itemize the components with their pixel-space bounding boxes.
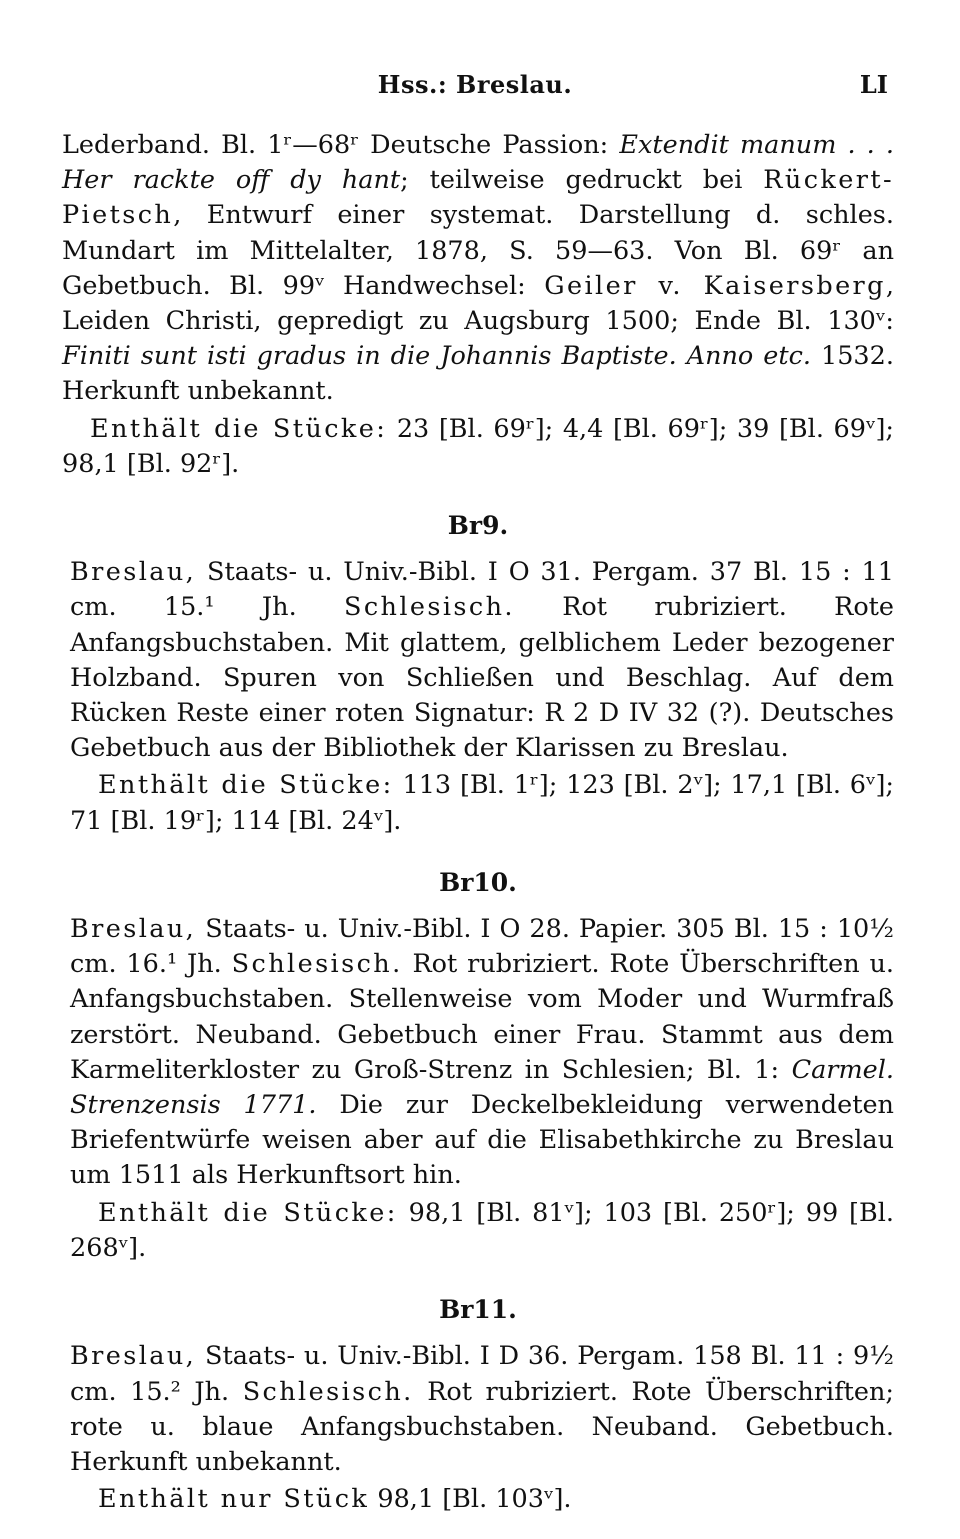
contents-list-previous [62, 412, 894, 482]
dialect: Schlesisch. [242, 1376, 414, 1407]
contents-items: 23 [Bl. 69ʳ]; 4,4 [Bl. 69ʳ]; 39 [Bl. 69ᵛ]; 98,1 [Bl. 92ʳ]. [62, 413, 894, 479]
entry-heading-br10: Br10. [439, 867, 517, 897]
text-run: Staats- u. Univ.-Bibl. I O 31. Pergam. 37 Bl. 15 : 11 cm. 15.¹ Jh. [70, 557, 894, 623]
contents-items: 98,1 [Bl. 81ᵛ]; 103 [Bl. 250ʳ]; 99 [Bl. 268ᵛ]. [70, 1197, 895, 1263]
colophon-quote: Finiti sunt isti gradus in die Johannis Baptiste. Anno etc. [62, 341, 811, 372]
text-run: Rot rubriziert. Rote Überschriften; rote u. blaue Anfangsbuchstaben. Neuband. Gebetbuch. Herkunft unbekannt. [70, 1376, 894, 1477]
text-run: Die zur Deckelbekleidung verwendeten Briefentwürfe weisen aber auf die Elisabethkirche zu Breslau um 1511 als Herkunftsort hin. [70, 1090, 894, 1191]
text-run: Staats- u. Univ.-Bibl. I D 36. Pergam. 158 Bl. 11 : 9½ cm. 15.² Jh. [70, 1341, 894, 1407]
contents-label: Enthält die Stücke: [98, 1197, 398, 1228]
page-body [62, 128, 894, 1517]
contents-items: 113 [Bl. 1ʳ]; 123 [Bl. 2ᵛ]; 17,1 [Bl. 6ᵛ]; 71 [Bl. 19ʳ]; 114 [Bl. 24ᵛ]. [70, 770, 895, 836]
provenance-note: Carmel. Strenzensis 1771. [70, 1054, 894, 1121]
entry-description-previous [62, 128, 894, 410]
entry-description [70, 912, 894, 1194]
library-city: Breslau, [70, 914, 197, 945]
text-run: ; teilweise gedruckt bei [400, 165, 743, 196]
dialect: Schlesisch. [231, 949, 403, 980]
library-city: Breslau, [70, 557, 197, 588]
text-run: , Leiden Christi, gepredigt zu Augsburg 1500; Ende Bl. 130ᵛ: [62, 270, 894, 337]
library-city: Breslau, [70, 1341, 197, 1372]
text-run: Staats- u. Univ.-Bibl. I O 28. Papier. 305 Bl. 15 : 10½ cm. 16.¹ Jh. [70, 914, 894, 980]
page-number: LI [859, 70, 888, 99]
running-head: Hss.: Breslau. [377, 70, 573, 99]
text-run: Rot rubriziert. Rote Überschriften u. Anfangsbuchstaben. Stellenweise vom Moder und Wurmfraß zerstört. Neuband. Gebetbuch einer Frau. Stammt aus dem Karmeliterkloster zu Groß-Strenz in Schlesien; Bl. 1: [70, 949, 895, 1085]
contents-list [70, 1482, 894, 1517]
dialect: Schlesisch. [343, 592, 515, 623]
contents-list [70, 1196, 894, 1266]
contents-items: 98,1 [Bl. 103ᵛ]. [377, 1484, 572, 1515]
author-name: Geiler v. Kaisersberg [544, 270, 886, 301]
contents-label: Enthält nur Stück [98, 1484, 370, 1515]
entry-description [70, 555, 894, 766]
incipit-quote: Extendit manum . . . Her rackte off dy hant [62, 130, 894, 196]
contents-list [70, 768, 894, 838]
entry-heading-br9: Br9. [447, 511, 509, 541]
entry-description [70, 1339, 894, 1480]
entry-br11 [62, 1339, 894, 1517]
author-name: Rückert-Pietsch [62, 165, 894, 231]
contents-label: Enthält die Stücke: [98, 770, 394, 801]
entry-br9 [62, 555, 894, 839]
contents-label: Enthält die Stücke: [90, 413, 388, 444]
text-run: Lederband. Bl. 1ʳ—68ʳ Deutsche Passion: [62, 130, 609, 160]
entry-br10 [62, 912, 894, 1266]
text-run: , Entwurf einer systemat. Darstellung d. schles. Mundart im Mittelalter, 1878, S. 59—63. Von Bl. 69ʳ an Gebetbuch. Bl. 99ᵛ Handwechsel: [62, 200, 894, 301]
entry-heading-br11: Br11. [439, 1295, 517, 1325]
page-header [62, 70, 888, 110]
text-run: 1532. Herkunft unbekannt. [62, 341, 894, 407]
text-run: Rot rubriziert. Rote Anfangsbuchstaben. Mit glattem, gelblichem Leder bezogener Holzband. Spuren von Schließen und Beschlag. Auf dem Rücken Reste einer roten Signatur: R 2 D IV 32 (?). Deutsches Gebetbuch aus der Bibliothek der Klarissen zu Breslau. [70, 592, 895, 764]
